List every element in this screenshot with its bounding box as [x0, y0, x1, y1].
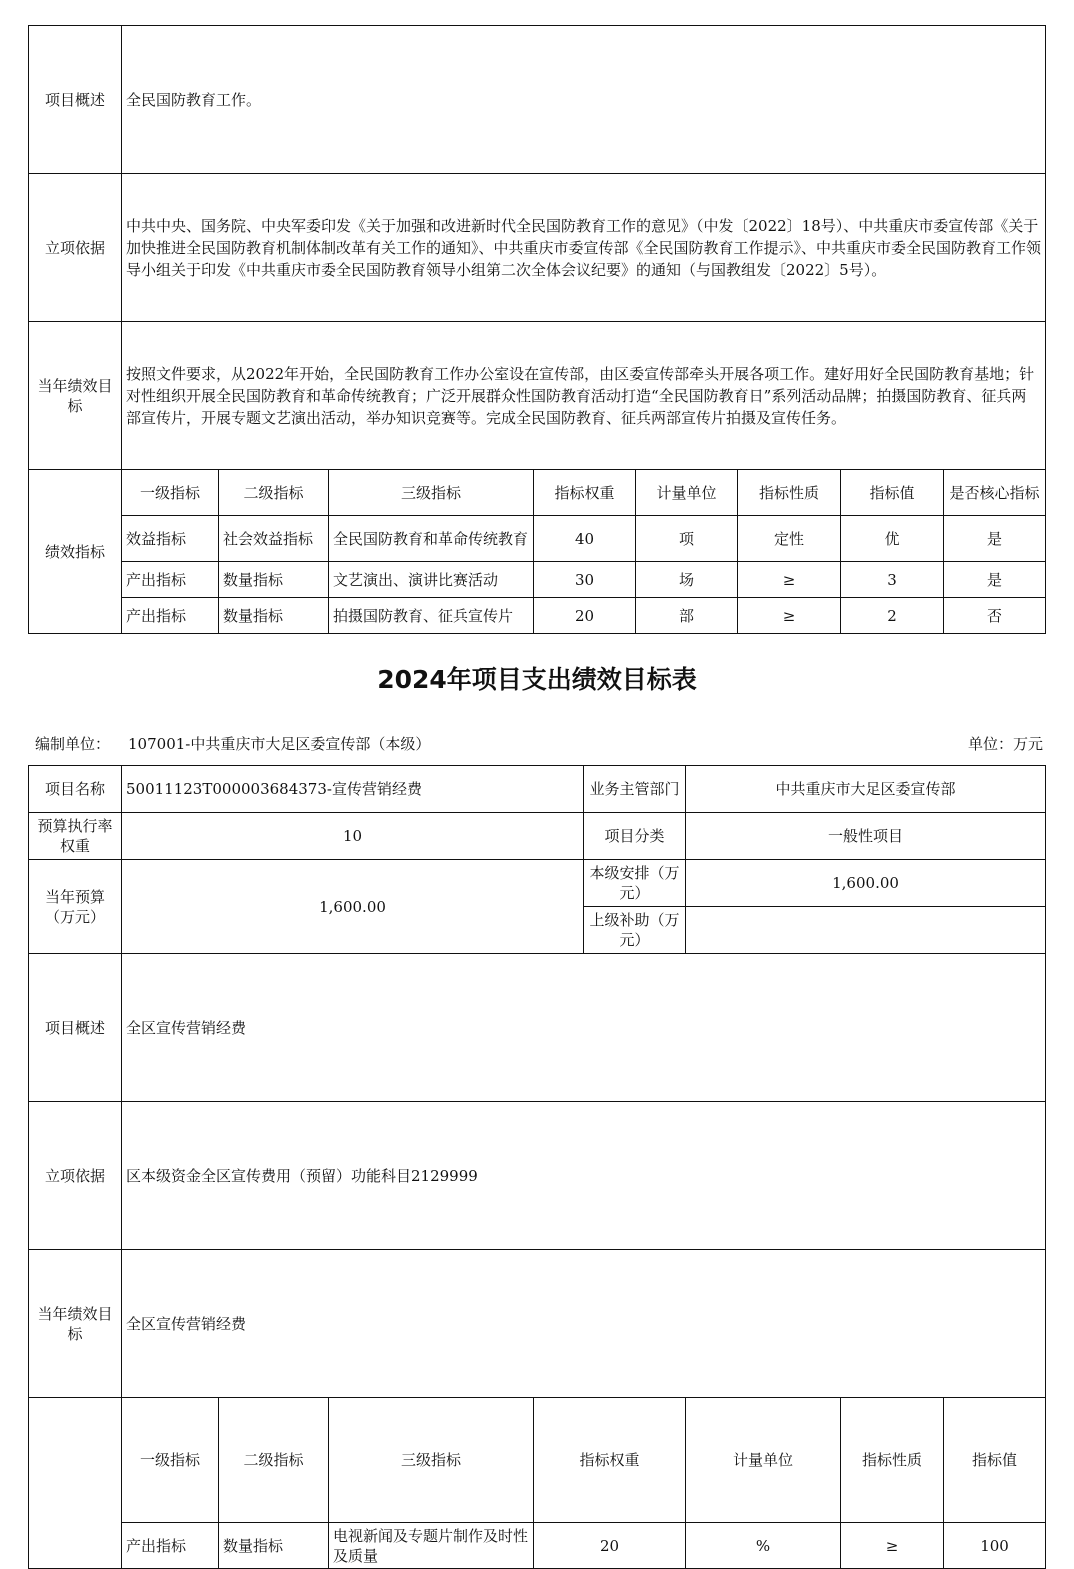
cell: 100 — [944, 1523, 1046, 1569]
header-cell: 指标性质 — [738, 470, 841, 516]
cell: 2 — [841, 598, 944, 634]
overview-text: 全区宣传营销经费 — [122, 954, 1046, 1102]
header-cell: 一级指标 — [122, 1398, 219, 1523]
basis-text: 中共中央、国务院、中央军委印发《关于加强和改进新时代全民国防教育工作的意见》（中发〔2022〕18号）、中共重庆市委宣传部《关于加快推进全民国防教育机制体制改革有关工作的通知》、中共重庆市委宣传部《全民国防教育工作提示》、中共重庆市委全民国防教育工作领导小组关于印发《中共重庆市委全民国防教育领导小组第二次全体会议纪要》的通知（与国教组发〔2022〕5号）。 — [122, 174, 1046, 322]
unit-line — [35, 733, 1043, 755]
cell: 项 — [636, 516, 738, 562]
cell: ≥ — [738, 562, 841, 598]
cell: 社会效益指标 — [219, 516, 329, 562]
org-line — [35, 733, 430, 754]
project-table-1 — [28, 25, 1046, 634]
cell: % — [686, 1523, 841, 1569]
cell: 优 — [841, 516, 944, 562]
budget-value: 1,600.00 — [122, 860, 584, 954]
cell: ≥ — [738, 598, 841, 634]
dept-label: 业务主管部门 — [584, 766, 686, 813]
table-row — [29, 598, 1046, 634]
cell: 文艺演出、演讲比赛活动 — [329, 562, 534, 598]
cell: 数量指标 — [219, 598, 329, 634]
basis-text: 区本级资金全区宣传费用（预留）功能科目2129999 — [122, 1102, 1046, 1250]
cell: 电视新闻及专题片制作及时性及质量 — [329, 1523, 534, 1569]
header-cell: 三级指标 — [329, 1398, 534, 1523]
table-row — [29, 1523, 1046, 1569]
header-cell: 是否核心指标 — [944, 470, 1046, 516]
category-value: 一般性项目 — [686, 813, 1046, 860]
header-cell: 二级指标 — [219, 470, 329, 516]
rate-label: 预算执行率权重 — [29, 813, 122, 860]
upper-label: 上级补助（万元） — [584, 907, 686, 954]
header-cell: 三级指标 — [329, 470, 534, 516]
goal-label: 当年绩效目标 — [29, 322, 122, 470]
cell: 全民国防教育和革命传统教育 — [329, 516, 534, 562]
project-name: 50011123T000003684373-宣传营销经费 — [122, 766, 584, 813]
header-cell: 指标权重 — [534, 1398, 686, 1523]
cell: 20 — [534, 598, 636, 634]
cell: 数量指标 — [219, 1523, 329, 1569]
cell: 产出指标 — [122, 562, 219, 598]
header-cell: 指标性质 — [841, 1398, 944, 1523]
perf-label: 绩效指标 — [29, 470, 122, 634]
cell: 场 — [636, 562, 738, 598]
project-table-2 — [28, 765, 1046, 1569]
name-label: 项目名称 — [29, 766, 122, 813]
category-label: 项目分类 — [584, 813, 686, 860]
rate-value: 10 — [122, 813, 584, 860]
perf-label-blank — [29, 1398, 122, 1569]
cell: 部 — [636, 598, 738, 634]
budget-label: 当年预算（万元） — [29, 860, 122, 954]
basis-label: 立项依据 — [29, 1102, 122, 1250]
overview-text: 全民国防教育工作。 — [122, 26, 1046, 174]
overview-label: 项目概述 — [29, 26, 122, 174]
header-cell: 指标值 — [944, 1398, 1046, 1523]
cell: 3 — [841, 562, 944, 598]
overview-label: 项目概述 — [29, 954, 122, 1102]
table-row — [29, 562, 1046, 598]
header-cell: 一级指标 — [122, 470, 219, 516]
cell: 数量指标 — [219, 562, 329, 598]
upper-value — [686, 907, 1046, 954]
goal-text: 全区宣传营销经费 — [122, 1250, 1046, 1398]
org-label: 编制单位： — [35, 735, 111, 753]
cell: 效益指标 — [122, 516, 219, 562]
local-label: 本级安排（万元） — [584, 860, 686, 907]
local-value: 1,600.00 — [686, 860, 1046, 907]
cell: 产出指标 — [122, 598, 219, 634]
cell: 是 — [944, 562, 1046, 598]
cell: ≥ — [841, 1523, 944, 1569]
goal-text: 按照文件要求，从2022年开始，全民国防教育工作办公室设在宣传部，由区委宣传部牵头开展各项工作。建好用好全民国防教育基地；针对性组织开展全民国防教育和革命传统教育；广泛开展群众性国防教育活动打造“全民国防教育日”系列活动品牌；拍摄国防教育、征兵两部宣传片，开展专题文艺演出活动，举办知识竞赛等。完成全民国防教育、征兵两部宣传片拍摄及宣传任务。 — [122, 322, 1046, 470]
page-title: 2024年项目支出绩效目标表 — [377, 665, 697, 694]
goal-label: 当年绩效目标 — [29, 1250, 122, 1398]
cell: 20 — [534, 1523, 686, 1569]
basis-label: 立项依据 — [29, 174, 122, 322]
dept-value: 中共重庆市大足区委宣传部 — [686, 766, 1046, 813]
cell: 产出指标 — [122, 1523, 219, 1569]
header-cell: 指标权重 — [534, 470, 636, 516]
cell: 定性 — [738, 516, 841, 562]
header-cell: 计量单位 — [636, 470, 738, 516]
cell: 40 — [534, 516, 636, 562]
cell: 否 — [944, 598, 1046, 634]
org-name: 107001-中共重庆市大足区委宣传部（本级） — [128, 735, 431, 753]
table-row — [29, 516, 1046, 562]
cell: 是 — [944, 516, 1046, 562]
unit-label: 单位：万元 — [967, 735, 1043, 753]
header-cell: 二级指标 — [219, 1398, 329, 1523]
header-cell: 指标值 — [841, 470, 944, 516]
cell: 30 — [534, 562, 636, 598]
cell: 拍摄国防教育、征兵宣传片 — [329, 598, 534, 634]
header-cell: 计量单位 — [686, 1398, 841, 1523]
